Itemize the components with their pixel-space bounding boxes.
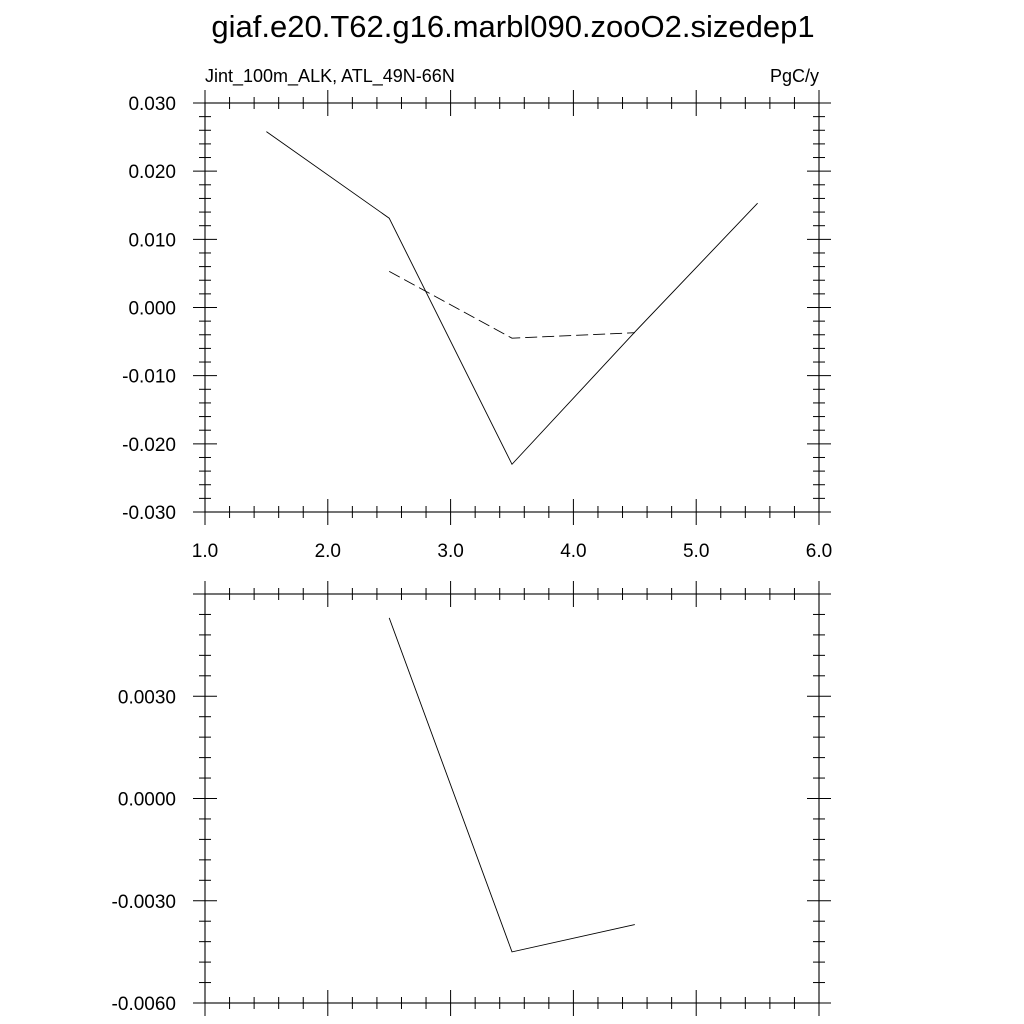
y-tick-label: 0.010 — [128, 230, 176, 252]
y-tick-label: 0.020 — [128, 162, 176, 184]
x-tick-label: 4.0 — [560, 541, 587, 562]
dashed-series-line — [389, 271, 635, 338]
top-line-chart — [122, 90, 832, 562]
top-panel-variable-label: Jint_100m_ALK, ATL_49N-66N — [205, 66, 455, 86]
top-panel-units-label: PgC/y — [769, 66, 819, 86]
y-tick-label: -0.010 — [122, 366, 176, 388]
plot-frame — [205, 594, 819, 1003]
x-tick-label: 5.0 — [682, 541, 710, 562]
y-axis-ticks — [193, 594, 831, 1003]
bottom-line-chart — [112, 581, 831, 1016]
y-tick-label: 0.0030 — [117, 687, 176, 709]
solid-series-line — [266, 132, 757, 465]
y-tick-label: -0.0060 — [111, 994, 176, 1015]
x-tick-label: 6.0 — [805, 541, 833, 562]
x-tick-label: 1.0 — [191, 541, 219, 562]
figure-title: giaf.e20.T62.g16.marbl090.zooO2.sizedep1 — [211, 9, 815, 44]
y-tick-label: 0.000 — [128, 298, 176, 320]
y-tick-label: -0.020 — [122, 434, 176, 456]
y-tick-label: -0.0030 — [111, 891, 176, 913]
y-tick-label: -0.030 — [122, 503, 176, 524]
x-tick-label: 2.0 — [314, 541, 342, 562]
y-tick-label: 0.0000 — [117, 789, 176, 811]
plot-frame — [205, 103, 819, 512]
y-axis-ticks — [193, 103, 831, 512]
x-axis-ticks — [205, 90, 819, 525]
solid-series-line — [389, 618, 635, 952]
x-tick-label: 3.0 — [437, 541, 464, 562]
y-tick-label: 0.030 — [128, 94, 176, 115]
